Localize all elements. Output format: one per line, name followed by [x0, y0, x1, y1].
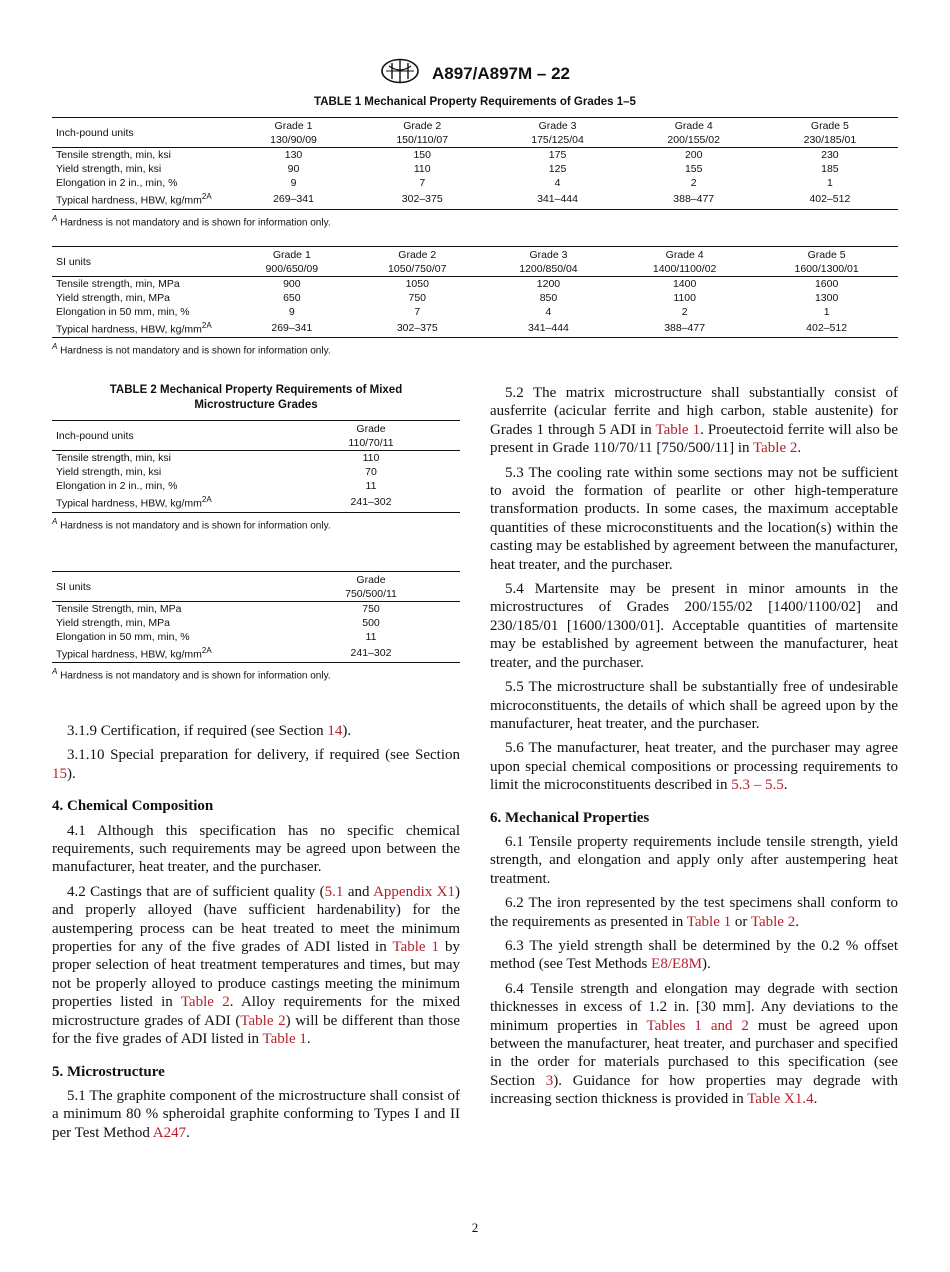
- cell: 1: [823, 305, 830, 318]
- grade-code: 750/500/11: [282, 587, 460, 602]
- table-row: [52, 276, 898, 291]
- row-label: Typical hardness, HBW, $kg/mm^{2A}$: [52, 319, 232, 338]
- row-label: Typical hardness, HBW, $kg/mm^{2A}$: [52, 190, 232, 209]
- cell: 388–477: [614, 319, 755, 338]
- cell: 341–444: [489, 190, 625, 209]
- table-1-inch-pound: [52, 117, 898, 210]
- appendix-link[interactable]: Appendix X1: [373, 883, 455, 900]
- cell: 1300: [814, 291, 839, 304]
- page-number: 2: [471, 1220, 479, 1235]
- cell: 110: [362, 452, 380, 464]
- cell: 2: [690, 177, 697, 189]
- section-heading: 5. Microstructure: [52, 1063, 165, 1080]
- cell: 388–477: [626, 190, 762, 209]
- cell: 110: [413, 163, 431, 175]
- grade-name: Grade 4: [614, 246, 755, 262]
- unit-label: Inch-pound units: [52, 118, 232, 148]
- cell: 4: [545, 305, 552, 318]
- paragraph-6-2: 6.2 The iron represented by the test specimens shall conform to the requirements as presented in Table 1 or Table 2.: [490, 895, 898, 930]
- row-label: Typical hardness, HBW, $kg/mm^{2A}$: [52, 644, 282, 663]
- paragraph-6-1: 6.1 Tensile property requirements include tensile strength, yield strength, and elongation and apply only after austempering heat treatment.: [490, 833, 898, 887]
- cell: 9: [290, 177, 297, 189]
- grade-code: 110/70/11: [282, 436, 460, 451]
- grade-code: 1200/850/04: [483, 262, 614, 277]
- table-link[interactable]: Table 2: [753, 440, 798, 457]
- paragraph-6-3: 6.3 The yield strength shall be determined by the 0.2 % offset method (see Test Methods E8/E8M).: [490, 937, 898, 973]
- cell: 1200: [536, 277, 561, 290]
- table-link[interactable]: Table X1.4: [747, 1091, 814, 1108]
- paragraph-6-4: 6.4 Tensile strength and elongation may degrade with section thicknesses in excess of 1.2 in. [30 mm]. Any deviations to the minimum properties in Tables 1 and 2 must be agreed upon between the manufacturer, heat treater, and purchaser and specified in the order for materials purchased to this specification (see Section 3). Guidance for how properties may degrade with increasing section thickness is provided in Table X1.4.: [490, 980, 898, 1108]
- table-link[interactable]: Table 2: [750, 913, 796, 930]
- table-2-inch-pound: [52, 420, 460, 513]
- cell: 9: [288, 305, 295, 318]
- table-link[interactable]: Table 2: [240, 1012, 286, 1029]
- cell: 2: [681, 305, 688, 318]
- grade-code: 900/650/09: [232, 262, 352, 277]
- grade-code: 175/125/04: [489, 133, 625, 148]
- cell: 7: [414, 305, 421, 318]
- row-label: Yield strength, min, ksi: [56, 466, 162, 478]
- section-link[interactable]: 3: [545, 1072, 554, 1089]
- cell: 850: [539, 291, 558, 304]
- cell: 11: [365, 480, 377, 492]
- cell: 402–512: [762, 190, 898, 209]
- cell: 150: [413, 149, 431, 161]
- table-row: [52, 451, 460, 466]
- standard-link[interactable]: E8/E8M: [651, 956, 702, 973]
- row-label: Yield strength, min, MPa: [56, 291, 170, 304]
- paragraph-4-2: 4.2 Castings that are of sufficient quality (5.1 and Appendix X1) and properly alloyed (have sufficient hardenability) for the austempering process can be heat treated to meet the minimum properties for any of the five grades of ADI listed in Table 1 by proper selection of heat treatment temperatures and times, but may not be properly alloyed to produce castings meeting the minimum properties listed in Table 2. Alloy requirements for the mixed microstructure grades of ADI (Table 2) will be different than those for the five grades of ADI listed in Table 1.: [52, 883, 461, 1048]
- grade-name: Grade 2: [355, 118, 489, 134]
- table-row: [52, 162, 898, 176]
- table-link[interactable]: Tables 1 and 2: [646, 1017, 749, 1034]
- cell: 241–302: [282, 644, 460, 663]
- cell: 302–375: [355, 190, 489, 209]
- cell: 650: [283, 291, 301, 304]
- table-row: [52, 465, 460, 479]
- row-label: Yield strength, min, MPa: [56, 616, 170, 629]
- grade-name: Grade: [282, 571, 460, 587]
- cell: 402–512: [755, 319, 898, 338]
- cell: 269–341: [232, 319, 352, 338]
- table-row: [52, 176, 898, 190]
- cell: 185: [821, 163, 839, 175]
- paragraph-3-1-9: 3.1.9 Certification, if required (see Section 14).: [67, 723, 352, 739]
- cell: 11: [365, 630, 377, 643]
- row-label: Elongation in 2 in., min, %: [56, 480, 178, 492]
- astm-logo-icon: [380, 58, 420, 89]
- cell: 1400: [672, 277, 697, 290]
- cell: 1: [826, 177, 833, 189]
- row-label: Tensile strength, min, ksi: [56, 452, 171, 464]
- paragraph-5-4: 5.4 Martensite may be present in minor amounts in the microstructures of Grades 200/155/02 [1400/1100/02] and 230/185/01 [1600/1300/01]. Acceptable quantities of martensite may be established by agreement between the manufacturer, heat treater, and the purchaser.: [490, 581, 898, 671]
- cell: 125: [548, 163, 567, 175]
- paragraph-3-1-10: 3.1.10 Special preparation for delivery, if required (see Section 15).: [52, 747, 460, 782]
- grade-name: Grade 5: [762, 118, 898, 134]
- grade-code: 1400/1100/02: [614, 262, 755, 277]
- cell: 130: [284, 149, 303, 161]
- grade-code: 230/185/01: [762, 133, 898, 148]
- cell: 175: [548, 149, 567, 161]
- grade-code: 1050/750/07: [352, 262, 483, 277]
- row-label: Tensile Strength, min, MPa: [56, 602, 182, 615]
- paragraph-5-5: 5.5 The microstructure shall be substantially free of undesirable microconstituents, the details of which shall be agreed upon by the manufacturer, heat treater, and the purchaser.: [490, 679, 898, 732]
- row-label: Tensile strength, min, MPa: [56, 277, 180, 290]
- table-link[interactable]: Table 1: [655, 421, 701, 438]
- grade-code: 200/155/02: [626, 133, 762, 148]
- table-row: [52, 644, 460, 663]
- table-1: [52, 95, 898, 357]
- row-label: Yield strength, min, ksi: [56, 163, 162, 175]
- table-row: [52, 493, 460, 512]
- document-code: A897/A897M – 22: [432, 63, 570, 83]
- row-label: Elongation in 2 in., min, %: [56, 177, 178, 189]
- standard-link[interactable]: A247: [152, 1124, 187, 1141]
- row-label: Tensile strength, min, ksi: [56, 149, 171, 161]
- row-label: Typical hardness, HBW, $kg/mm^{2A}$: [52, 493, 282, 512]
- table-row: [52, 630, 460, 644]
- table-row: [52, 616, 460, 630]
- paragraph-5-6: 5.6 The manufacturer, heat treater, and the purchaser may agree upon special chemical compositions or processing requirements to limit the microconstituents described in 5.3 – 5.5.: [490, 740, 898, 794]
- table-footnote: $^A$ Hardness is not mandatory and is shown for information only.: [52, 667, 331, 682]
- right-column: [490, 384, 898, 1115]
- section-heading: 4. Chemical Composition: [52, 798, 214, 815]
- cell: 1600: [814, 277, 839, 290]
- table-2: [52, 383, 460, 682]
- grade-code: 130/90/09: [232, 133, 355, 148]
- section-link[interactable]: 5.3 – 5.5: [731, 777, 784, 794]
- table-2-si: [52, 571, 460, 664]
- cell: 230: [821, 149, 839, 161]
- table-row: [52, 190, 898, 209]
- paragraph-5-1: 5.1 The graphite component of the microstructure shall consist of a minimum 80 % spheroidal graphite conforming to Types I and II per Test Method A247.: [52, 1087, 460, 1141]
- grade-name: Grade 3: [483, 246, 614, 262]
- cell: 241–302: [282, 493, 460, 512]
- cell: 750: [362, 602, 380, 615]
- grade-name: Grade 1: [232, 118, 355, 134]
- table-1-si: [52, 246, 898, 339]
- grade-code: 150/110/07: [355, 133, 489, 148]
- cell: 341–444: [483, 319, 614, 338]
- table-link[interactable]: Table 1: [392, 939, 440, 956]
- table-link[interactable]: Table 2: [180, 994, 230, 1011]
- table-link[interactable]: Table 1: [262, 1031, 307, 1048]
- cell: 750: [408, 291, 427, 304]
- table-row: [52, 601, 460, 616]
- grade-name: Grade 2: [352, 246, 483, 262]
- cell: 1100: [673, 291, 696, 304]
- section-link[interactable]: 14: [327, 723, 343, 739]
- cell: 302–375: [352, 319, 483, 338]
- table-2-caption: TABLE 2 Mechanical Property Requirements of Mixed Microstructure Grades: [109, 384, 403, 411]
- table-footnote: $^A$ Hardness is not mandatory and is shown for information only.: [52, 213, 331, 228]
- unit-label: SI units: [52, 246, 232, 276]
- table-row: [52, 305, 898, 319]
- table-row: [52, 291, 898, 305]
- grade-name: Grade 3: [489, 118, 625, 134]
- cell: 500: [362, 616, 380, 629]
- cell: 7: [419, 177, 426, 189]
- unit-label: SI units: [52, 571, 282, 601]
- paragraph-4-1: 4.1 Although this specification has no specific chemical requirements, such requirements may be agreed upon between the manufacturer, heat treater, and the purchaser.: [52, 822, 460, 876]
- table-link[interactable]: Table 1: [686, 913, 732, 930]
- table-row: [52, 148, 898, 163]
- row-label: Elongation in 50 mm, min, %: [56, 305, 190, 318]
- cell: 1050: [405, 277, 429, 290]
- paragraph-5-3: 5.3 The cooling rate within some sections may not be sufficient to avoid the formation of pearlite or other high-temperature transformation products. In some cases, the maximum acceptable quantities of these microconstituents and the location(s) within the casting may be established by agreement between the manufacturer, heat treater, and the purchaser.: [490, 464, 898, 573]
- section-link[interactable]: 5.1: [324, 883, 344, 900]
- grade-name: Grade: [282, 421, 460, 437]
- cell: 269–341: [232, 190, 355, 209]
- table-1-caption: TABLE 1 Mechanical Property Requirements of Grades 1–5: [314, 96, 636, 108]
- page-header: [0, 58, 950, 89]
- cell: 70: [365, 466, 377, 478]
- table-footnote: $^A$ Hardness is not mandatory and is shown for information only.: [52, 342, 331, 357]
- unit-label: Inch-pound units: [52, 421, 282, 451]
- table-row: [52, 319, 898, 338]
- cell: 4: [554, 177, 561, 189]
- grade-name: Grade 4: [626, 118, 762, 134]
- row-label: Elongation in 50 mm, min, %: [56, 630, 190, 643]
- grade-name: Grade 1: [232, 246, 352, 262]
- cell: 155: [684, 163, 703, 175]
- cell: 900: [283, 277, 301, 290]
- section-heading: 6. Mechanical Properties: [490, 809, 650, 826]
- grade-name: Grade 5: [755, 246, 898, 262]
- cell: 90: [287, 163, 300, 175]
- left-column: [52, 722, 460, 1148]
- section-link[interactable]: 15: [52, 765, 67, 782]
- paragraph-5-2: 5.2 The matrix microstructure shall substantially consist of ausferrite (acicular ferrite and high carbon, stable austenite) for Grades 1 through 5 ADI in Table 1. Proeutectoid ferrite will also be present in Grade 110/70/11 [750/500/11] in Table 2.: [490, 385, 898, 457]
- table-footnote: $^A$ Hardness is not mandatory and is shown for information only.: [52, 516, 331, 531]
- grade-code: 1600/1300/01: [755, 262, 898, 277]
- table-row: [52, 479, 460, 493]
- cell: 200: [684, 149, 703, 161]
